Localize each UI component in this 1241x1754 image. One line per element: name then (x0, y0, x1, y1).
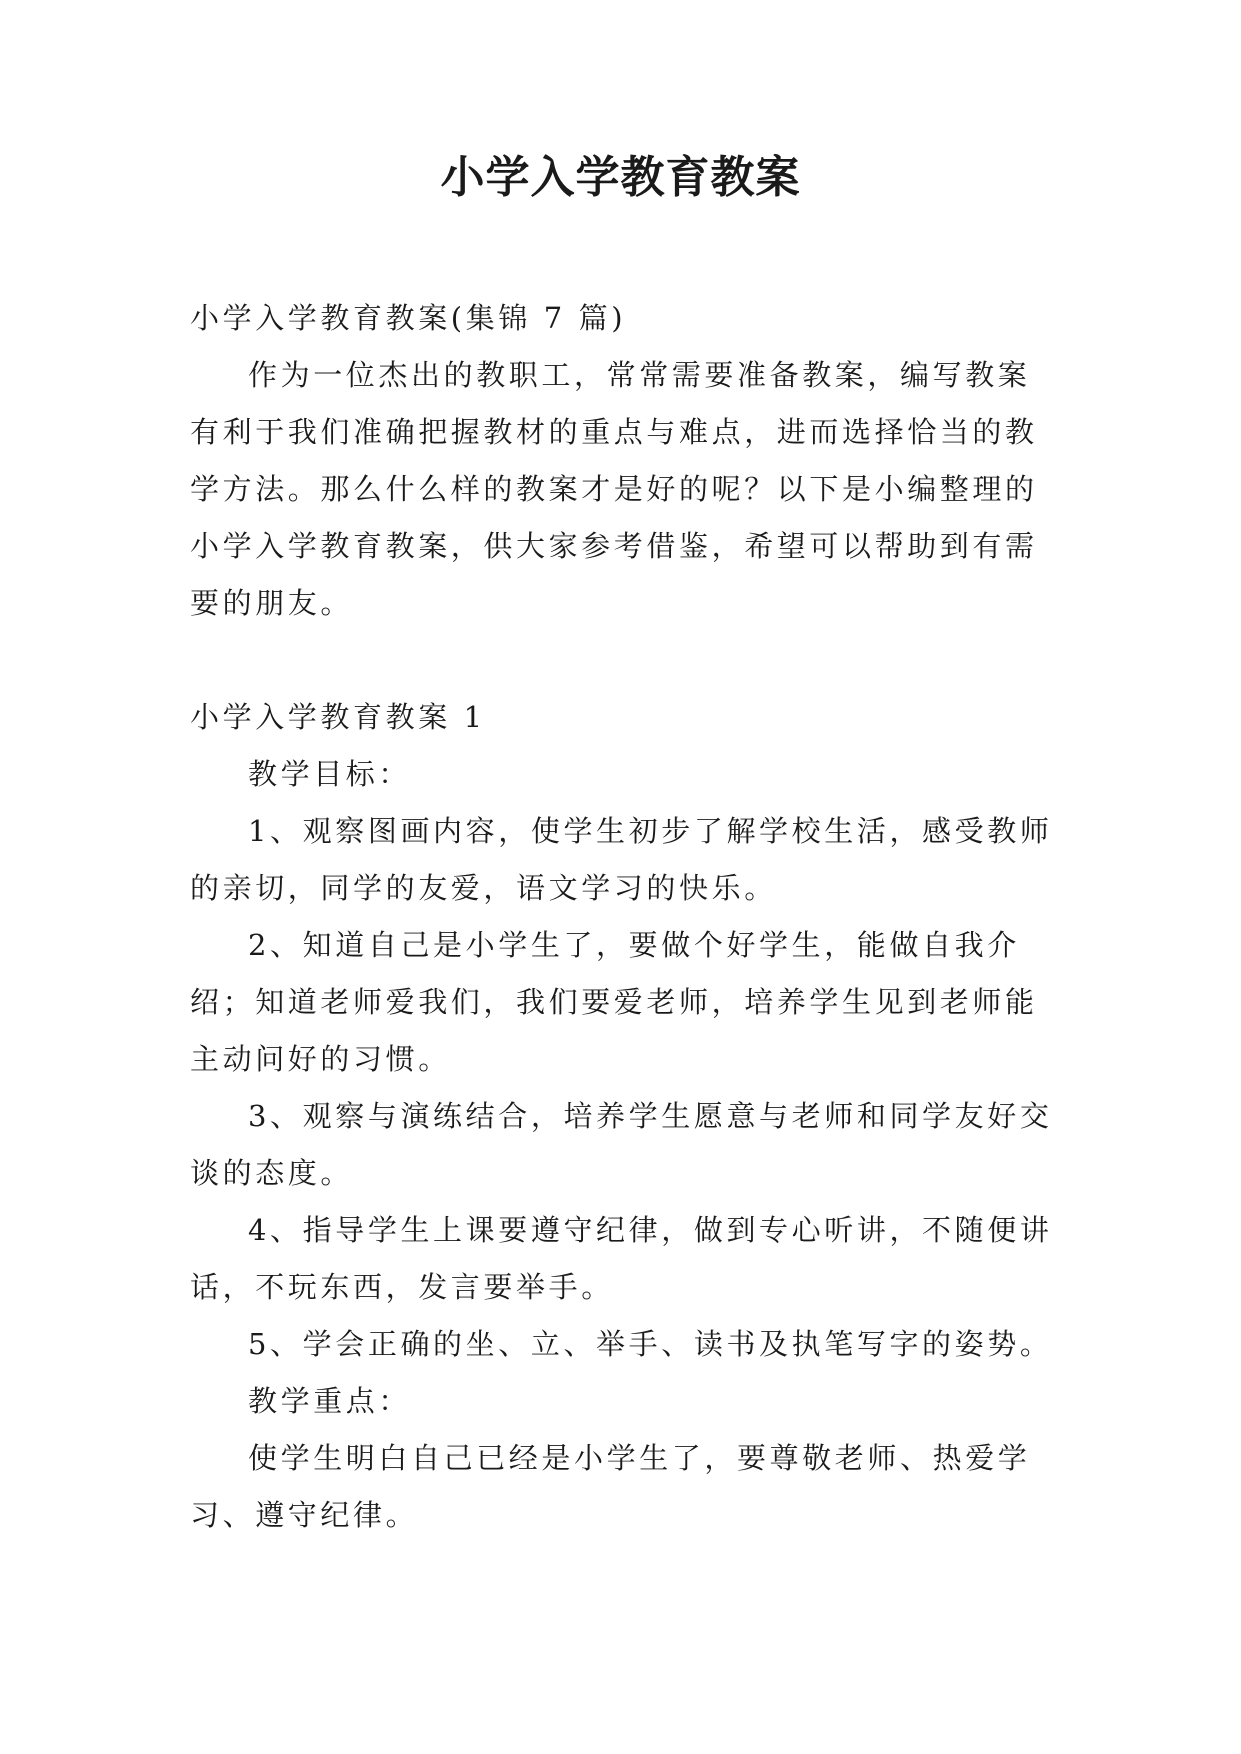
subtitle: 小学入学教育教案(集锦 7 篇) (190, 301, 627, 335)
goal-item: 2、知道自己是小学生了，要做个好学生，能做自我介绍；知道老师爱我们，我们要爱老师，培养学生见到老师能主动问好的习惯。 (190, 928, 1038, 1076)
goal-item: 1、观察图画内容，使学生初步了解学校生活，感受教师的亲切，同学的友爱，语文学习的快乐。 (190, 814, 1053, 905)
page-title: 小学入学教育教案 (440, 152, 801, 203)
goal-item: 3、观察与演练结合，培养学生愿意与老师和同学友好交谈的态度。 (190, 1099, 1053, 1190)
document-body (190, 290, 1060, 1544)
goals-label: 教学目标： (248, 757, 412, 791)
focus-text: 使学生明白自己已经是小学生了，要尊敬老师、热爱学习、遵守纪律。 (190, 1441, 1031, 1532)
goal-item: 5、学会正确的坐、立、举手、读书及执笔写字的姿势。 (248, 1327, 1053, 1361)
section-heading: 小学入学教育教案 1 (190, 700, 486, 734)
focus-label: 教学重点： (248, 1384, 412, 1418)
intro-paragraph: 作为一位杰出的教职工，常常需要准备教案，编写教案有利于我们准确把握教材的重点与难点，进而选择恰当的教学方法。那么什么样的教案才是好的呢？以下是小编整理的小学入学教育教案，供大家参考借鉴，希望可以帮助到有需要的朋友。 (190, 358, 1038, 620)
section-gap (190, 632, 1060, 689)
goal-item: 4、指导学生上课要遵守纪律，做到专心听讲，不随便讲话，不玩东西，发言要举手。 (190, 1213, 1053, 1304)
